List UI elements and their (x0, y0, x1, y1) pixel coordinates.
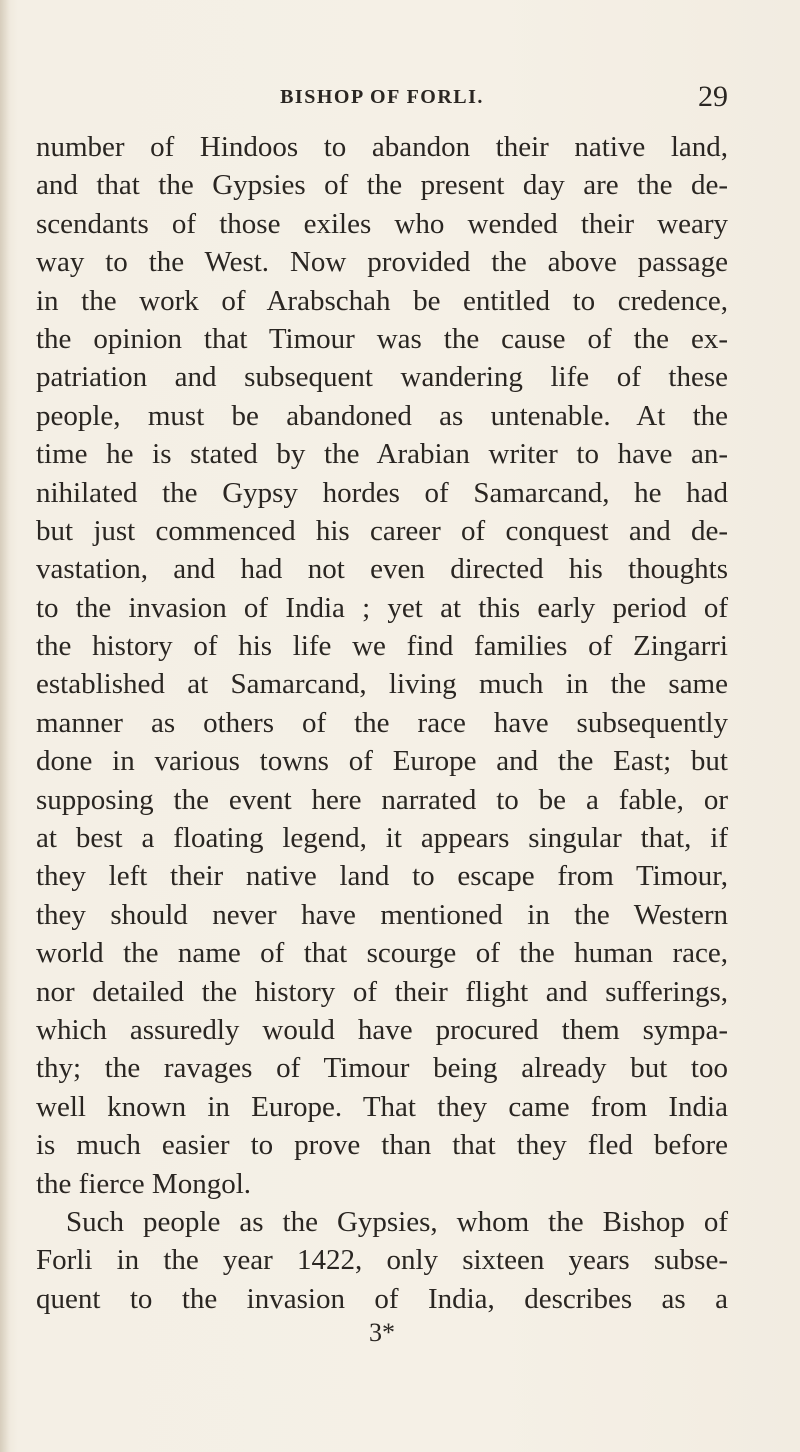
text-line: Forli in the year 1422, only sixteen years subse- (36, 1244, 728, 1277)
text-line: but just commenced his career of conquest and de- (36, 514, 728, 547)
text-line: to the invasion of India ; yet at this early period of (36, 591, 728, 624)
text-line: thy; the ravages of Timour being already but too (36, 1052, 728, 1085)
text-line: patriation and subsequent wandering life of these (36, 361, 728, 394)
text-line: supposing the event here narrated to be a fable, or (36, 783, 728, 816)
signature-mark-text: 3* (369, 1318, 395, 1347)
text-line: the history of his life we find families of Zingarri (36, 630, 728, 663)
text-line: way to the West. Now provided the above passage (36, 246, 728, 279)
text-line: nihilated the Gypsy hordes of Samarcand, he had (36, 476, 728, 509)
text-line: Such people as the Gypsies, whom the Bishop of (66, 1205, 728, 1238)
text-line: scendants of those exiles who wended their weary (36, 207, 728, 240)
text-line: well known in Europe. That they came from India (36, 1090, 728, 1123)
running-head: BISHOP OF FORLI. (280, 86, 484, 108)
text-line: quent to the invasion of India, describes as a (36, 1282, 728, 1315)
text-line: and that the Gypsies of the present day are the de- (36, 169, 728, 202)
text-line: the fierce Mongol. (36, 1167, 252, 1200)
text-line: established at Samarcand, living much in the same (36, 668, 728, 701)
signature-mark (0, 1318, 800, 1348)
text-line: the opinion that Timour was the cause of the ex- (36, 322, 728, 355)
gutter-shadow (0, 0, 10, 1452)
page-header (36, 82, 728, 122)
text-line: vastation, and had not even directed his thoughts (36, 553, 728, 586)
text-line: done in various towns of Europe and the East; but (36, 745, 728, 778)
text-line: they left their native land to escape from Timour, (36, 860, 728, 893)
text-line: world the name of that scourge of the human race, (36, 937, 728, 970)
text-line: in the work of Arabschah be entitled to credence, (36, 284, 728, 317)
text-line: number of Hindoos to abandon their native land, (36, 131, 728, 163)
page-number: 29 (698, 80, 728, 113)
text-line: nor detailed the history of their flight and sufferings, (36, 975, 728, 1008)
text-line: at best a floating legend, it appears singular that, if (36, 822, 728, 855)
text-line: they should never have mentioned in the Western (36, 898, 728, 931)
text-line: people, must be abandoned as untenable. At the (36, 399, 728, 432)
text-line: is much easier to prove than that they fled before (36, 1129, 728, 1162)
text-line: time he is stated by the Arabian writer to have an- (36, 438, 728, 471)
body-text (36, 128, 728, 1318)
text-line: which assuredly would have procured them sympa- (36, 1013, 728, 1046)
text-line: manner as others of the race have subsequently (36, 706, 728, 739)
